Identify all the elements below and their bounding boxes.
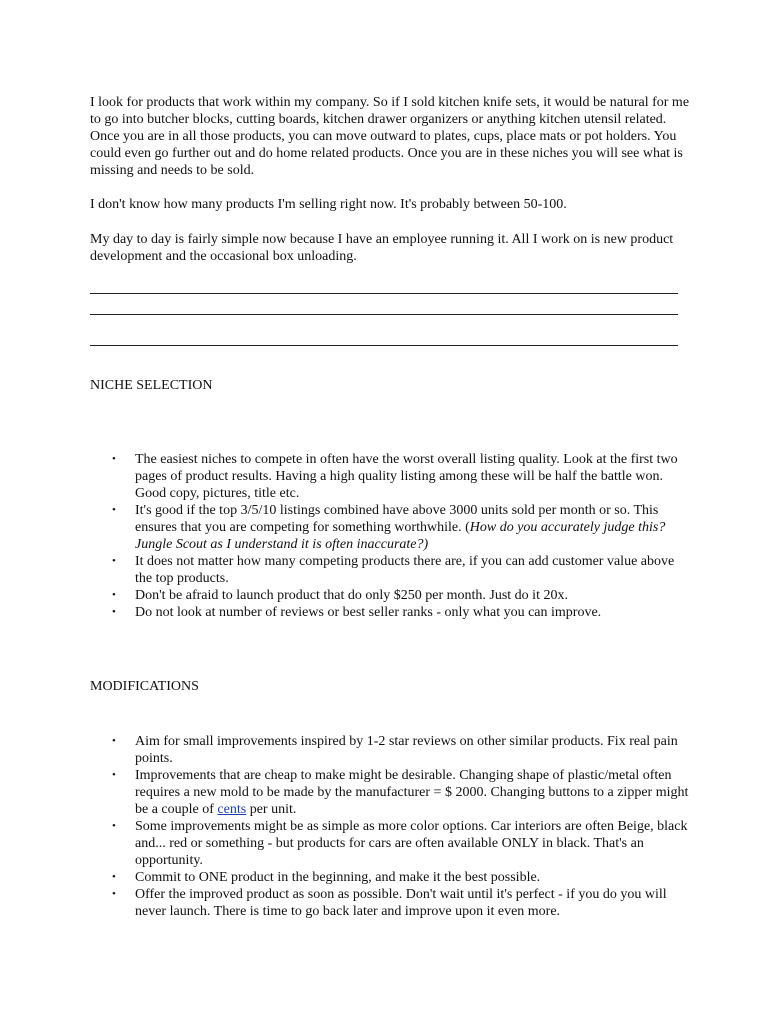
list-item-text: Some improvements might be as simple as more color options. Car interiors are often Beige, black and... red or something - but products for cars are often available ONLY in black. That's an opportunity. — [135, 819, 688, 868]
list-item-text: It's good if the top 3/5/10 listings combined have above 3000 units sold per month or so. This ensures that you are competing for something worthwhile. ( — [135, 503, 659, 535]
intro-paragraph-1: I look for products that work within my company. So if I sold kitchen knife sets, it would be natural for me to go into butcher blocks, cutting boards, kitchen drawer organizers or anything kitchen utensil related. Once you are in all those products, you can move outward to plates, cups, place mats or pot holders. You could even go further out and do home related products. Once you are in these niches you will see what is missing and needs to be sold. — [90, 95, 690, 178]
cents-link[interactable]: cents — [217, 802, 247, 817]
bullet-icon: • — [112, 888, 116, 900]
list-item — [90, 869, 690, 886]
bullet-icon: • — [112, 453, 116, 465]
list-item — [90, 604, 690, 621]
list-item-text: Aim for small improvements inspired by 1-2 star reviews on other similar products. Fix real pain points. — [135, 734, 678, 766]
bullet-icon: • — [112, 504, 116, 516]
list-item-text: The easiest niches to compete in often have the worst overall listing quality. Look at the first two pages of product results. Having a high quality listing among these will be half the battle won. Good copy, pictures, title etc. — [135, 452, 678, 501]
horizontal-rule — [90, 293, 678, 294]
bullet-icon: • — [112, 769, 116, 781]
intro-paragraph-2: I don't know how many products I'm selling right now. It's probably between 50-100. — [90, 197, 567, 212]
bullet-icon: • — [112, 871, 116, 883]
modifications-list — [90, 733, 690, 920]
horizontal-rule — [90, 314, 678, 315]
list-item-text: Improvements that are cheap to make might be desirable. Changing shape of plastic/metal often requires a new mold to be made by the manufacturer = $ 2000. Changing buttons to a zipper might be a couple of — [135, 768, 689, 817]
list-item — [90, 587, 690, 604]
list-item-text: Don't be afraid to launch product that do only $250 per month. Just do it 20x. — [135, 588, 568, 603]
bullet-icon: • — [112, 555, 116, 567]
list-item — [90, 553, 690, 587]
list-item-text: per unit. — [246, 802, 297, 817]
list-item — [90, 502, 690, 553]
intro-paragraph-3: My day to day is fairly simple now because I have an employee running it. All I work on is new product development and the occasional box unloading. — [90, 232, 674, 264]
list-item — [90, 886, 690, 920]
list-item-text: Do not look at number of reviews or best seller ranks - only what you can improve. — [135, 605, 602, 620]
modifications-heading: MODIFICATIONS — [90, 679, 199, 694]
list-item-text: Commit to ONE product in the beginning, and make it the best possible. — [135, 870, 541, 885]
list-item — [90, 733, 690, 767]
bullet-icon: • — [112, 606, 116, 618]
niche-selection-list — [90, 451, 690, 621]
horizontal-rule — [90, 345, 678, 346]
bullet-icon: • — [112, 735, 116, 747]
list-item-text: It does not matter how many competing products there are, if you can add customer value above the top products. — [135, 554, 675, 586]
niche-selection-heading: NICHE SELECTION — [90, 378, 213, 393]
list-item — [90, 818, 690, 869]
list-item-italic-note: How do you accurately judge this? Jungle Scout as I understand it is often inaccurate?) — [135, 520, 666, 552]
bullet-icon: • — [112, 820, 116, 832]
bullet-icon: • — [112, 589, 116, 601]
list-item — [90, 451, 690, 502]
list-item-text: Offer the improved product as soon as possible. Don't wait until it's perfect - if you do you will never launch. There is time to go back later and improve upon it even more. — [135, 887, 667, 919]
list-item — [90, 767, 690, 818]
